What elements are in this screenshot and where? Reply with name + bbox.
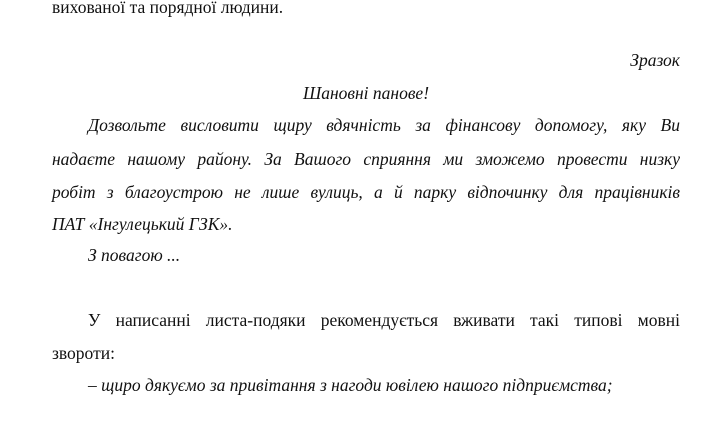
letter-salutation: Шановні панове! <box>302 83 430 103</box>
letter-line-2: надаєте нашому району. За Вашого сприяння ми зможемо провести низку <box>52 149 680 169</box>
example-phrase: – щиро дякуємо за привітання з нагоди ювілею нашого підприємства; <box>88 375 613 395</box>
body-line-1: У написанні листа-подяки рекомендується вживати такі типові мовні <box>88 310 680 330</box>
text-line-top-fragment: вихованої та порядної людини. <box>52 0 284 17</box>
body-line-2: звороти: <box>52 343 115 363</box>
sample-label: Зразок <box>630 50 680 70</box>
letter-line-1: Дозвольте висловити щиру вдячність за фінансову допомогу, яку Ви <box>88 115 680 135</box>
letter-line-4: ПАТ «Інгулецький ГЗК». <box>52 214 233 234</box>
letter-closing: З повагою ... <box>88 245 181 265</box>
letter-line-3: робіт з благоустрою не лише вулиць, а й парку відпочинку для працівників <box>52 182 680 202</box>
